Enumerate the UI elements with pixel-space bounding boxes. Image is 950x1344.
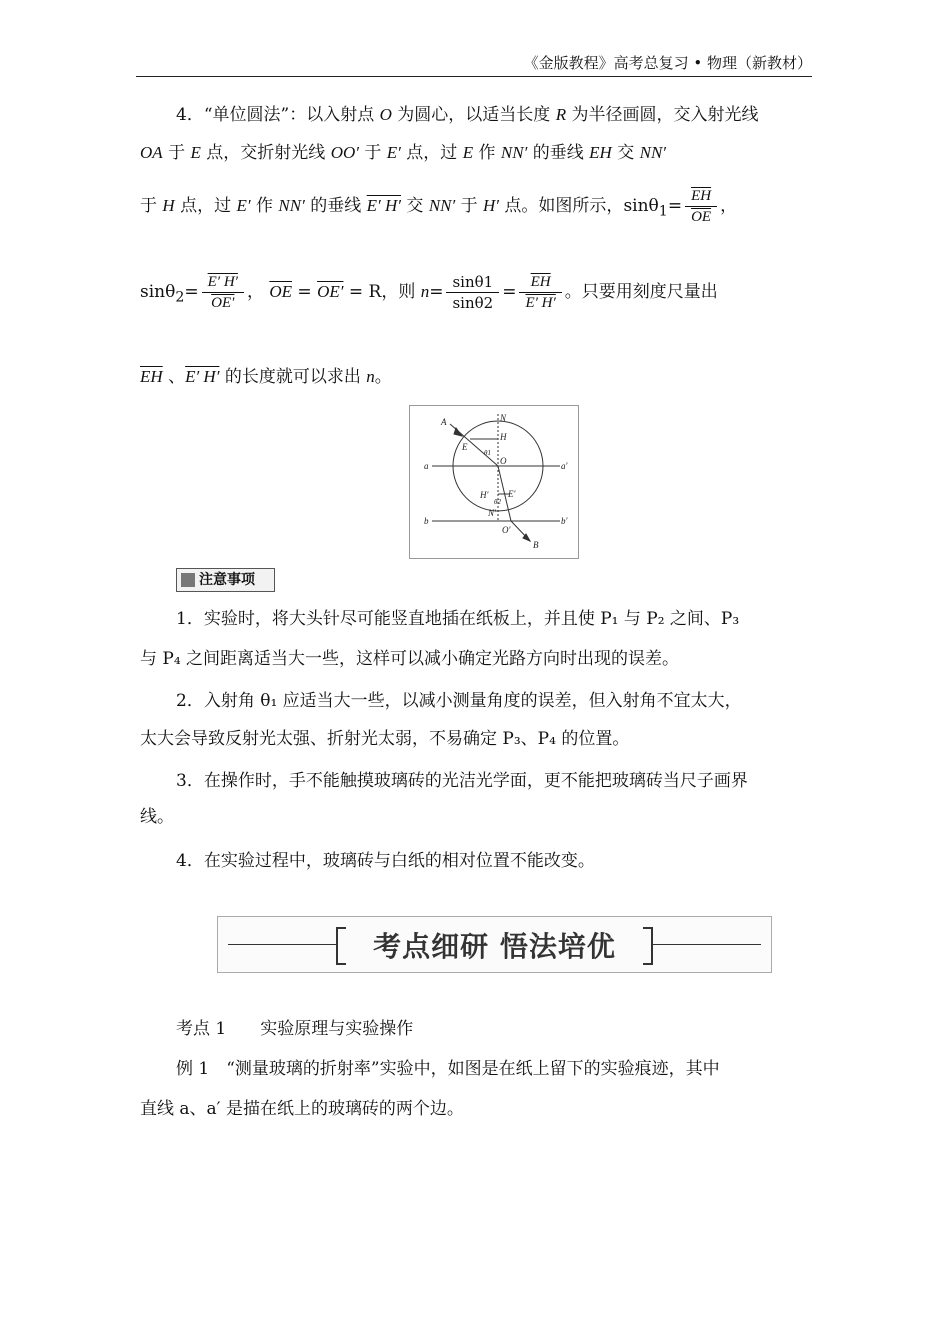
header-title: 《金版教程》高考总复习 • 物理（新教材）	[523, 54, 812, 72]
sin-theta2-fraction: $\frac{E' H'}{OE'}$	[202, 272, 244, 313]
section-banner	[217, 916, 772, 973]
label-Hp: H′	[480, 490, 489, 500]
label-theta1: θ1	[484, 449, 491, 457]
label-b: b	[424, 516, 429, 526]
method4-line3: 于 H 点，过 E′ 作 NN′ 的垂线 E′ H′ 交 NN′ 于 H′ 点。如图所示，sinθ$_1$= $\frac{\overline{EH}}{OE}$ ，	[140, 188, 738, 225]
section-heading: 考点 1 实验原理与实验操作	[176, 1019, 414, 1039]
unit-circle-figure	[409, 405, 579, 559]
method4-line5: sinθ$_2$= $\frac{E' H'}{OE'}$ ， $\overline{OE} = OE' = R$，则 n= $\frac{\sin\theta 1}{\sin\theta 2}$ = $\frac{\overline{EH}}{E' H'}$ 。只要用刻度尺量出	[140, 273, 718, 312]
label-theta2: θ2	[494, 498, 501, 506]
label-a: a	[424, 461, 429, 471]
label-bp: b′	[561, 516, 568, 526]
example-line2: 直线 a、a′ 是描在纸上的玻璃砖的两个边。	[140, 1099, 464, 1119]
note-1a: 1．实验时，将大头针尽可能竖直地插在纸板上，并且使 P₁ 与 P₂ 之间、P₃	[176, 609, 740, 629]
label-E: E	[462, 442, 468, 452]
banner-title: 考点细研 悟法培优	[373, 930, 616, 963]
method4-line1: 4．“单位圆法”：以入射点 O 为圆心，以适当长度 R 为半径画圆，交入射光线	[176, 105, 759, 125]
arrow-incident	[454, 428, 462, 436]
label-O: O	[500, 456, 507, 466]
label-ap: a′	[561, 461, 568, 471]
note-1b: 与 P₄ 之间距离适当大一些，这样可以减小确定光路方向时出现的误差。	[140, 649, 680, 669]
method4-line6: $\overline{EH}$ 、E′ H′ 的长度就可以求出 n。	[140, 367, 392, 387]
example-line1: 例 1 “测量玻璃的折射率”实验中，如图是在纸上留下的实验痕迹，其中	[176, 1059, 720, 1079]
note-3a: 3．在操作时，手不能触摸玻璃砖的光洁光学面，更不能把玻璃砖当尺子画界	[176, 771, 748, 791]
n-fraction: $\frac{\sin\theta 1}{\sin\theta 2}$	[446, 272, 499, 313]
note-2b: 太大会导致反射光太强、折射光太弱，不易确定 P₃、P₄ 的位置。	[140, 729, 630, 749]
label-H: H	[500, 432, 507, 442]
label-N: N	[500, 413, 507, 423]
square-icon	[181, 573, 195, 587]
label-Ep: E′	[508, 489, 516, 499]
sin-theta1-fraction: $\frac{\overline{EH}}{OE}$	[685, 186, 717, 227]
unit-circle-diagram	[410, 406, 578, 558]
note-2a: 2．入射角 θ₁ 应适当大一些，以减小测量角度的误差，但入射角不宜太大，	[176, 691, 742, 711]
page-header	[136, 52, 812, 77]
note-3b: 线。	[140, 807, 174, 827]
method4-line2: OA 于 E 点，交折射光线 OO′ 于 E′ 点，过 E 作 NN′ 的垂线 EH 交 NN′	[140, 143, 667, 163]
eh-fraction: $\frac{\overline{EH}}{E' H'}$	[519, 272, 561, 313]
label-Np: N′	[488, 508, 496, 518]
notes-tag: 注意事项	[176, 568, 275, 592]
note-4: 4．在实验过程中，玻璃砖与白纸的相对位置不能改变。	[176, 851, 595, 871]
label-Op: O′	[502, 525, 511, 535]
label-A: A	[441, 417, 447, 427]
label-B: B	[533, 540, 539, 550]
